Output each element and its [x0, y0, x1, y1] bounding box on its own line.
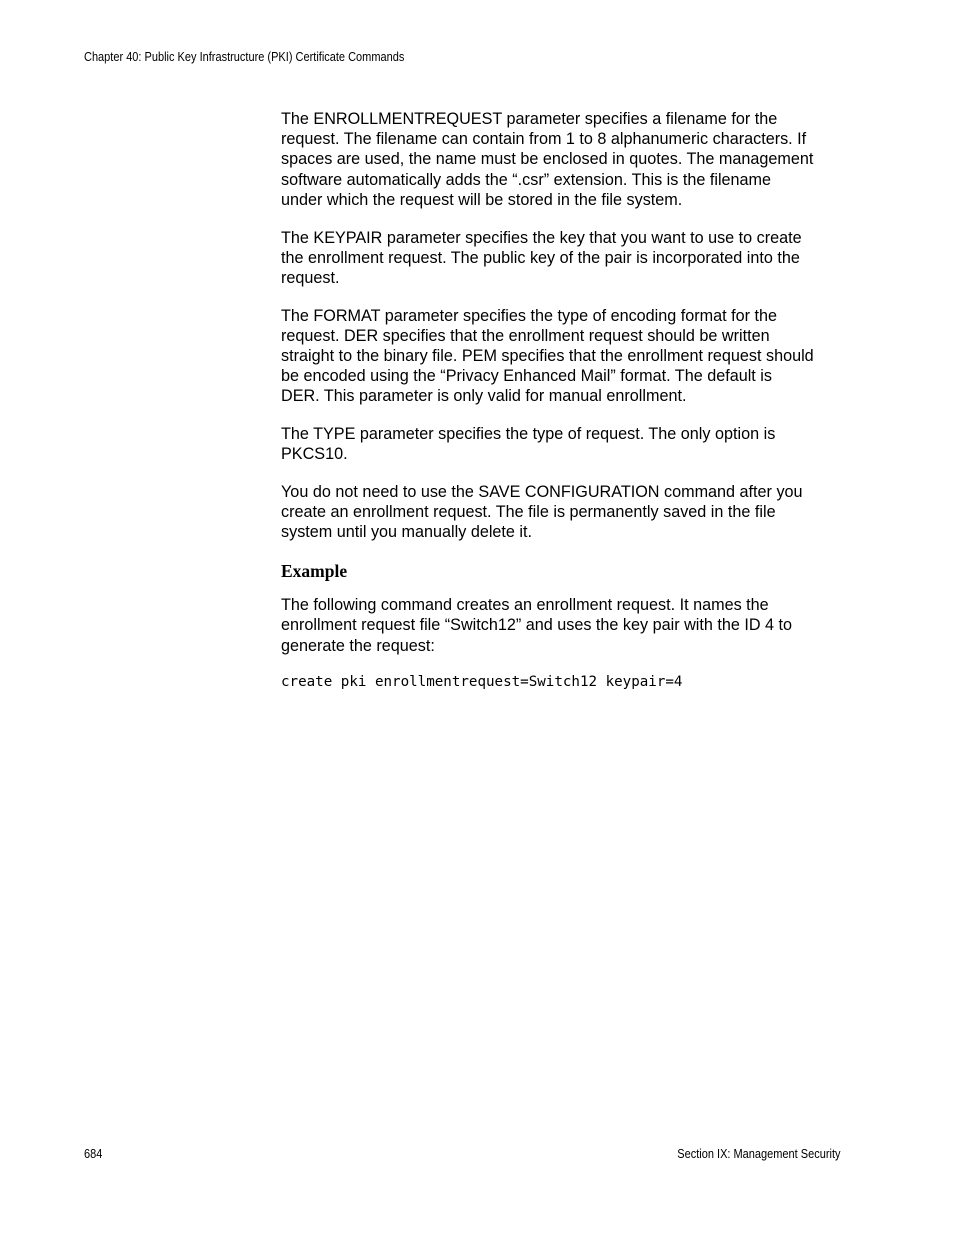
example-command: create pki enrollmentrequest=Switch12 keypair=4 — [281, 674, 683, 691]
paragraph-save-configuration: You do not need to use the SAVE CONFIGURATION command after you create an enrollment request. The file is permanently saved in the file system until you manually delete it. — [281, 483, 803, 542]
example-heading: Example — [281, 561, 348, 582]
example-intro: The following command creates an enrollment request. It names the enrollment request file “Switch12” and uses the key pair with the ID 4 to generate the request: — [281, 596, 793, 655]
paragraph-keypair: The KEYPAIR parameter specifies the key that you want to use to create the enrollment request. The public key of the pair is incorporated into the request. — [281, 228, 802, 287]
footer-section-title: Section IX: Management Security — [677, 1147, 841, 1161]
page-number: 684 — [84, 1147, 103, 1161]
page-content — [281, 109, 851, 691]
paragraph-type: The TYPE parameter specifies the type of request. The only option is PKCS10. — [281, 425, 776, 464]
paragraph-enrollmentrequest: The ENROLLMENTREQUEST parameter specifies a filename for the request. The filename can contain from 1 to 8 alphanumeric characters. If spaces are used, the name must be enclosed in quotes. The management software automatically adds the “.csr” extension. This is the filename under which the request will be stored in the file system. — [281, 110, 814, 209]
running-header: Chapter 40: Public Key Infrastructure (PKI) Certificate Commands — [84, 50, 405, 64]
paragraph-format: The FORMAT parameter specifies the type of encoding format for the request. DER specifies that the enrollment request should be written straight to the binary file. PEM specifies that the enrollment request should be encoded using the “Privacy Enhanced Mail” format. The default is DER. This parameter is only valid for manual enrollment. — [281, 306, 814, 406]
